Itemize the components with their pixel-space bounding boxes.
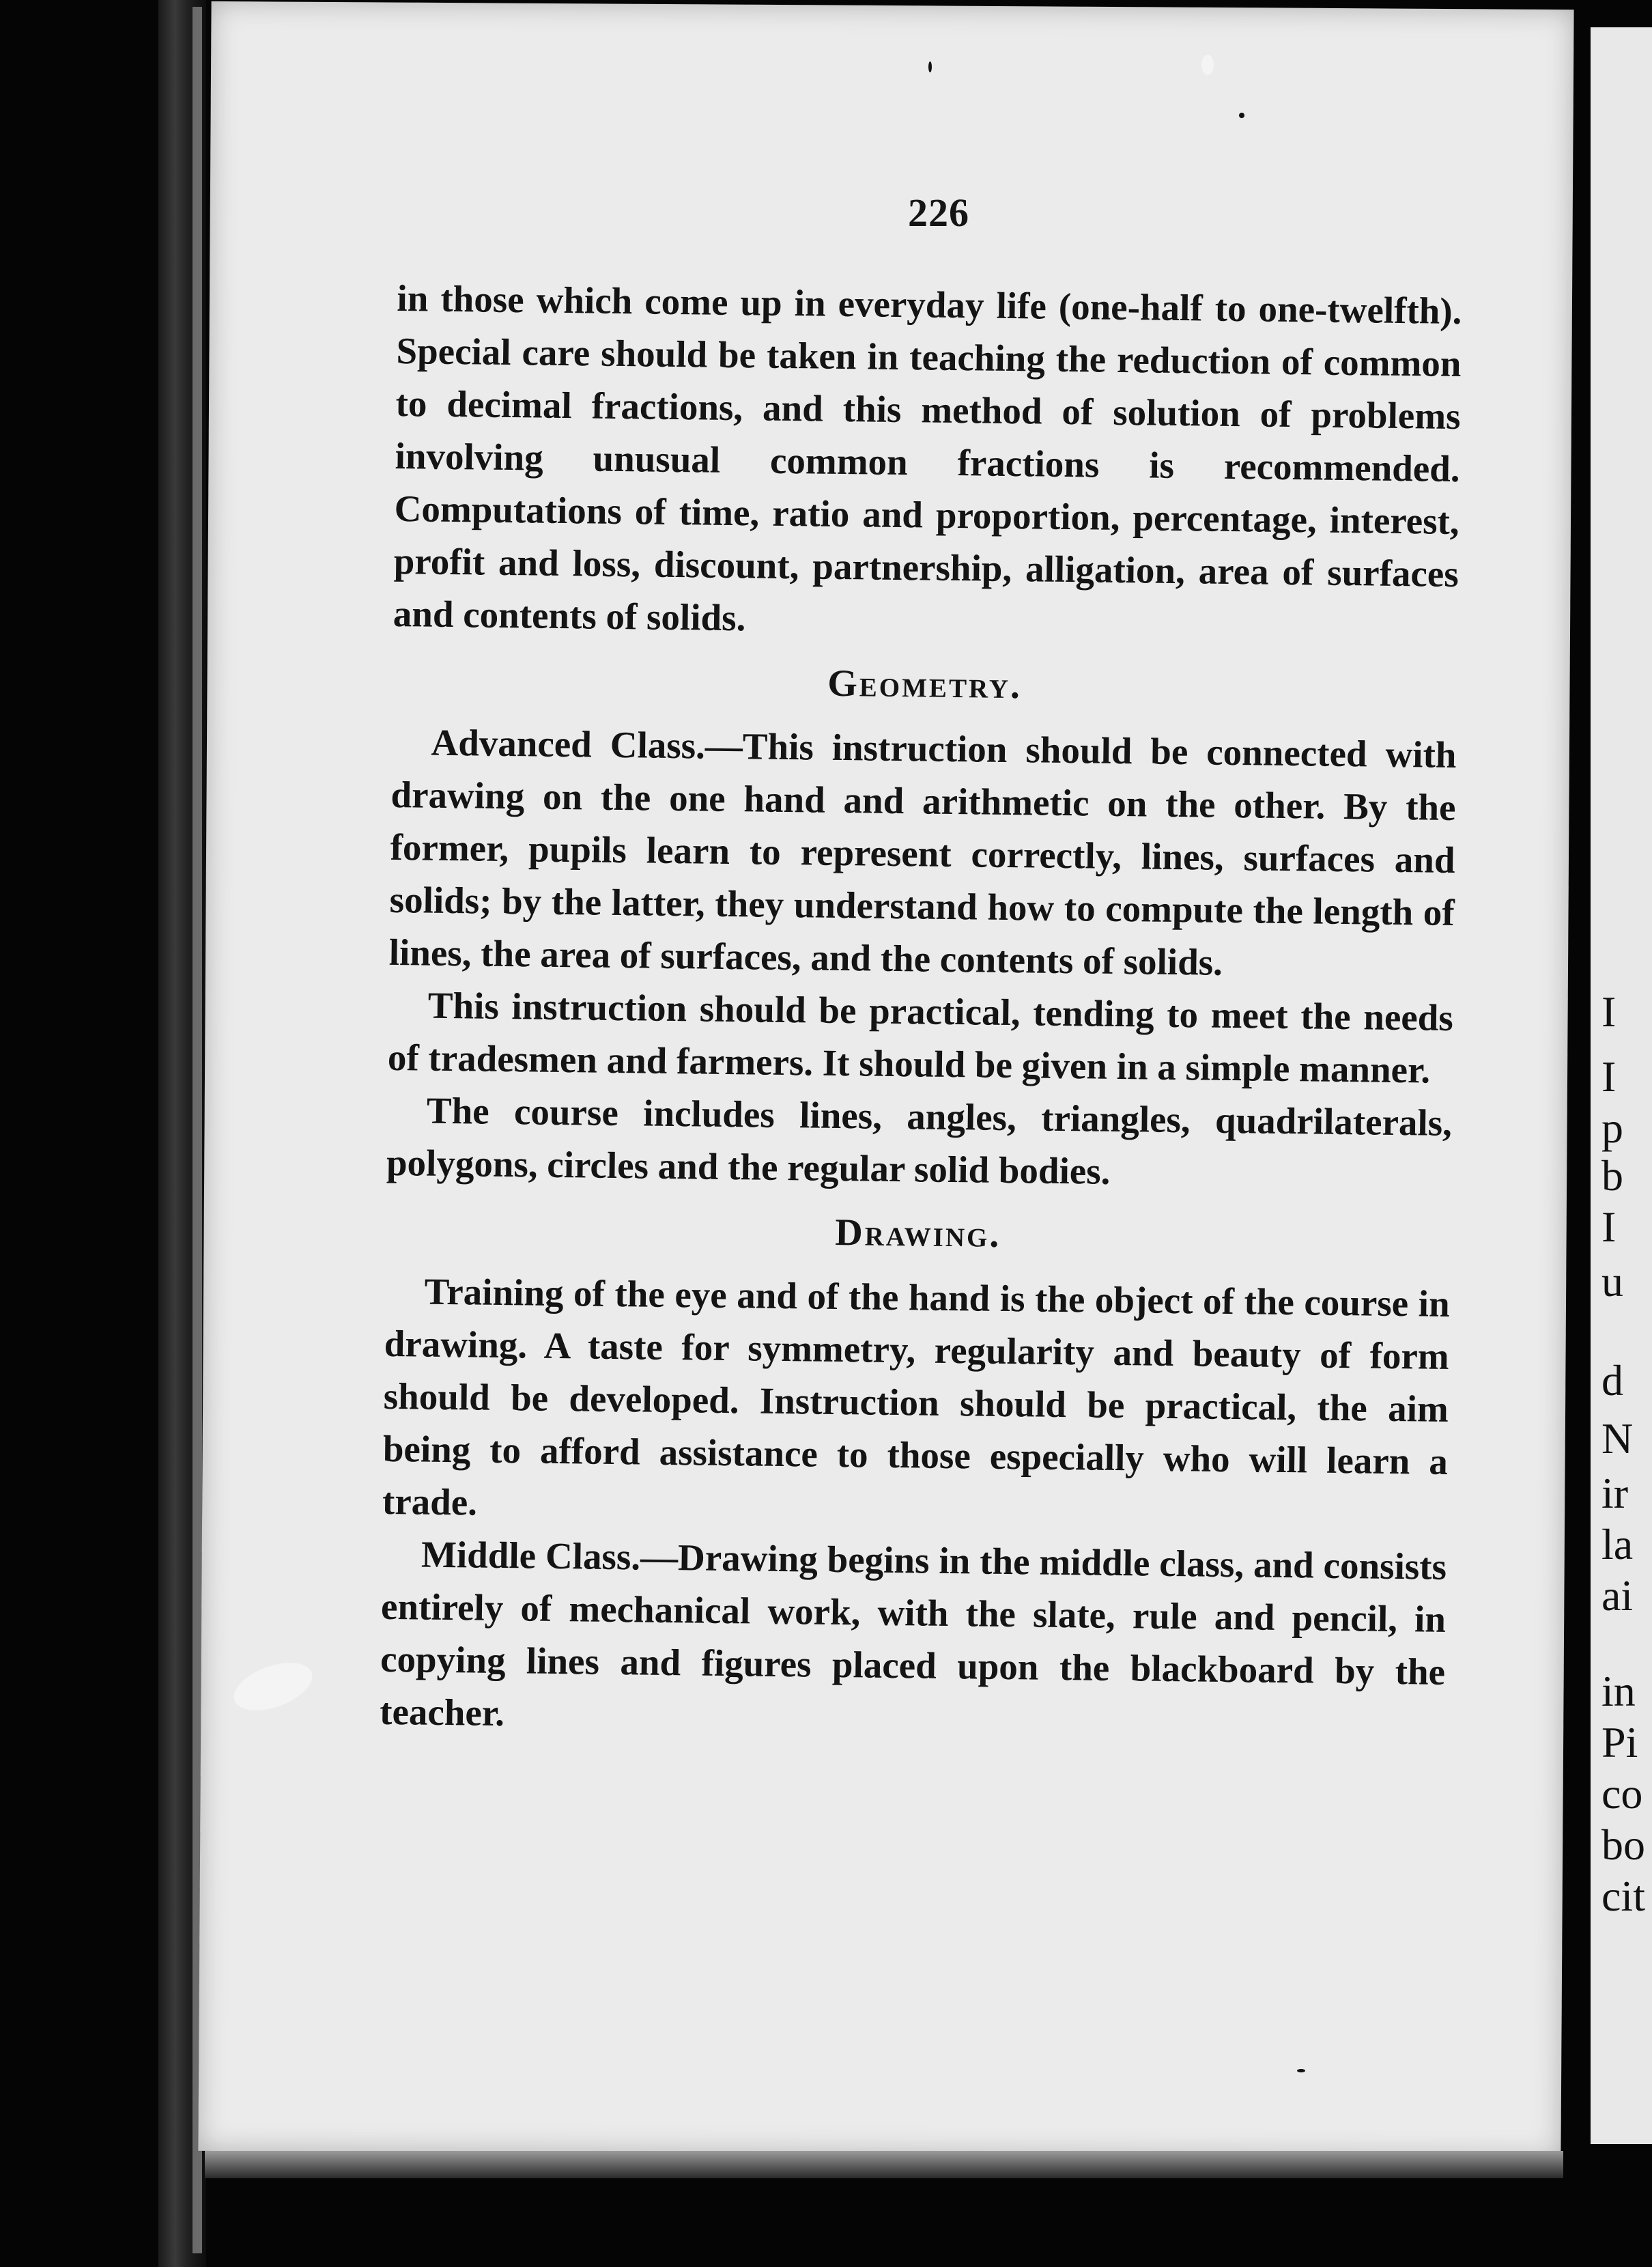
page-body [380, 272, 1462, 1751]
facing-page-fragment: I [1601, 987, 1617, 1036]
facing-page-fragment: b [1601, 1151, 1623, 1200]
scan-artifact [1201, 55, 1214, 75]
facing-page-fragment: ir [1601, 1469, 1629, 1517]
facing-page-fragment: u [1601, 1257, 1623, 1306]
scan-artifact [928, 61, 932, 72]
intro-paragraph: in those which come up in everyday life (one-half to one-twelfth). Special care should be taken in teaching the reduction of common to decimal fractions, and this method of solution of problems involving unusual common fractions is recommended. Computations of time, ratio and proportion, percentage, interest, profit and loss, discount, partnership, alligation, area of surfaces and contents of solids. [393, 277, 1462, 639]
drawing-paragraph: Middle Class.—Drawing begins in the middle class, and consists entirely of mechanical work, with the slate, rule and pencil, in copying lines and figures placed upon the blackboard by the teacher. [379, 1533, 1447, 1734]
drawing-heading: Drawing. [834, 1211, 1001, 1256]
facing-page-fragment: co [1601, 1769, 1643, 1818]
page-bottom-edge [205, 2151, 1563, 2178]
facing-page-fragment: cit [1601, 1872, 1645, 1920]
facing-page-fragment: I [1601, 1052, 1617, 1101]
geometry-heading: Geometry. [827, 662, 1023, 707]
facing-page-fragment: N [1601, 1414, 1634, 1463]
facing-page-fragment: la [1601, 1520, 1634, 1568]
facing-page-fragment: p [1601, 1103, 1623, 1152]
scan-artifact [1297, 2069, 1305, 2072]
facing-page-fragment: d [1601, 1356, 1623, 1405]
geometry-paragraph: The course includes lines, angles, triangles, quadrilaterals, polygons, circles and the regular solid bodies. [386, 1089, 1453, 1192]
geometry-paragraph: This instruction should be practical, tending to meet the needs of tradesmen and farmers. It should be given in a simple manner. [387, 984, 1454, 1091]
scan-artifact [1239, 113, 1244, 118]
facing-page-fragment: I [1601, 1202, 1617, 1251]
facing-page-fragment: ai [1601, 1571, 1634, 1620]
page-number: 226 [908, 191, 969, 235]
facing-page-fragment: bo [1601, 1820, 1645, 1869]
facing-page-fragment: Pi [1601, 1718, 1638, 1766]
facing-page-fragment: in [1601, 1667, 1636, 1715]
drawing-paragraph: Training of the eye and of the hand is the object of the course in drawing. A taste for symmetry, regularity and beauty of form should be developed. Instruction should be practical, the aim being to afford assistance to those especially who will learn a trade. [382, 1270, 1451, 1523]
geometry-paragraph: Advanced Class.—This instruction should be connected with drawing on the one hand and arithmetic on the other. By the former, pupils learn to represent correctly, lines, surfaces and solids; by the latter, they understand how to compute the length of lines, the area of surfaces, and the contents of solids. [388, 721, 1457, 983]
